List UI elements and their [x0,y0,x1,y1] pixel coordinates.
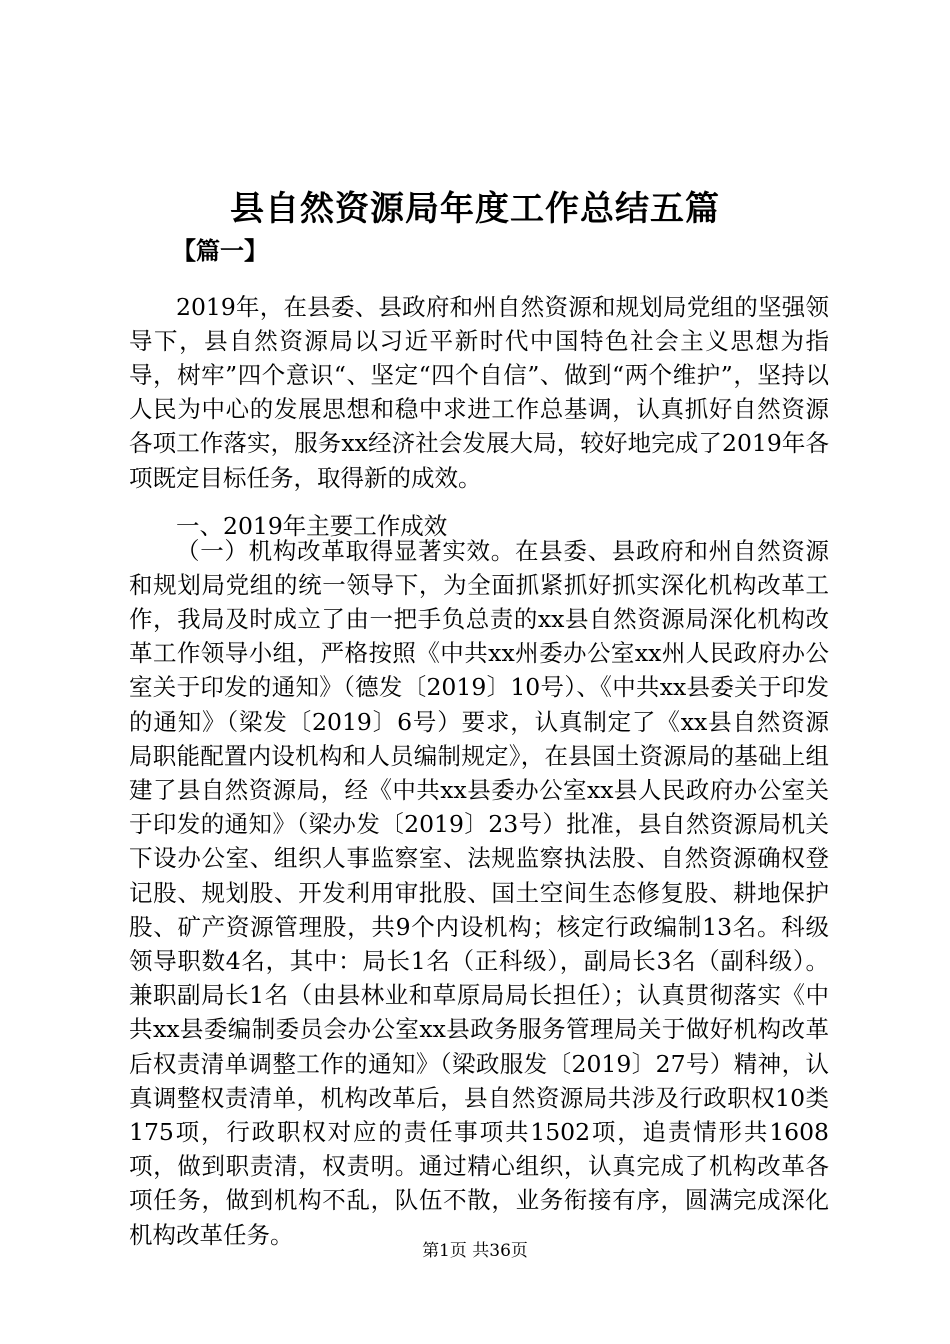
paragraph-intro: 2019年，在县委、县政府和州自然资源和规划局党组的坚强领导下，县自然资源局以习近平新时代中国特色社会主义思想为指导，树牢”四个意识“、坚定“四个自信”、做到“两个维护”，坚持以人民为中心的发展思想和稳中求进工作总基调，认真抓好自然资源各项工作落实，服务xx经济社会发展大局，较好地完成了2019年各项既定目标任务，取得新的成效。 [129,292,829,492]
section-tag: 【篇一】 [172,236,268,265]
document-title: 县自然资源局年度工作总结五篇 [230,189,720,229]
page-footer: 第1页 共36页 [422,1241,528,1261]
section-heading: 一、2019年主要工作成效 [176,511,448,540]
paragraph-body: （一）机构改革取得显著实效。在县委、县政府和州自然资源和规划局党组的统一领导下，为全面抓紧抓好抓实深化机构改革工作，我局及时成立了由一把手负总责的xx县自然资源局深化机构改革工作领导小组，严格按照《中共xx州委办公室xx州人民政府办公室关于印发的通知》（德发〔2019〕10号）、《中共xx县委关于印发的通知》（梁发〔2019〕6号）要求，认真制定了《xx县自然资源局职能配置内设机构和人员编制规定》，在县国土资源局的基础上组建了县自然资源局，经《中共xx县委办公室xx县人民政府办公室关于印发的通知》（梁办发〔2019〕23号）批准，县自然资源局机关下设办公室、组织人事监察室、法规监察执法股、自然资源确权登记股、规划股、开发利用审批股、国土空间生态修复股、耕地保护股、矿产资源管理股，共9个内设机构；核定行政编制13名。科级领导职数4名，其中：局长1名（正科级），副局长3名（副科级）。兼职副局长1名（由县林业和草原局局长担任）；认真贯彻落实《中共xx县委编制委员会办公室xx县政务服务管理局关于做好机构改革后权责清单调整工作的通知》（梁政服发〔2019〕27号）精神，认真调整权责清单，机构改革后，县自然资源局共涉及行政职权10类175项，行政职权对应的责任事项共1502项，追责情形共1608项，做到职责清，权责明。通过精心组织，认真完成了机构改革各项任务，做到机构不乱，队伍不散，业务衔接有序，圆满完成深化机构改革任务。 [129,536,829,1249]
